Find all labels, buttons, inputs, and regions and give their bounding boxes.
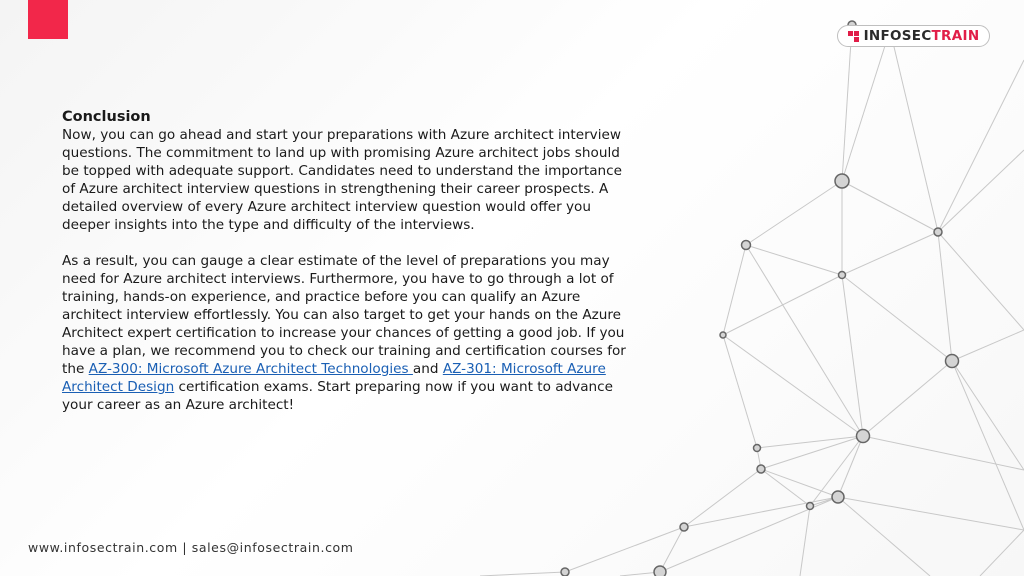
paragraph-1: Now, you can go ahead and start your preparations with Azure architect interview questions. The commitment to land up with promising Azure architect jobs should be topped with adequate support. Candidates need to understand the importance of Azure architect interview questions in strengthening their career prospects. A detailed overview of every Azure architect interview question would offer you deeper insights into the type and difficulty of the interviews. (62, 127, 623, 233)
logo-wordmark: INFOSECTRAIN (863, 28, 980, 44)
az-301-course-link[interactable]: AZ-301: Microsoft Azure Architect Design (62, 361, 606, 395)
paragraph-2-text-middle: and (412, 361, 443, 377)
az-300-course-link[interactable]: AZ-300: Microsoft Azure Architect Technologies (88, 361, 413, 377)
paragraph-2 (62, 252, 627, 414)
footer-contact: www.infosectrain.com | sales@infosectrain.com (28, 540, 354, 555)
paragraph-2-text-start: As a result, you can gauge a clear estimate of the level of preparations you may need for Azure architect interviews. Furthermore, you have to go through a lot of training, hands-on experience, and practice before you can qualify an Azure architect interview effortlessly. You can also target to get your hands on the Azure Architect expert certification to increase your chances of getting a good job. If you have a plan, we recommend you to check our training and certification courses for the (62, 253, 626, 377)
infosectrain-logo[interactable] (837, 25, 990, 47)
section-heading: Conclusion (62, 109, 151, 125)
paragraph-2-text-end: certification exams. Start preparing now if you want to advance your career as an Azure architect! (62, 379, 613, 413)
logo-mark-icon (848, 31, 859, 42)
conclusion-section (62, 108, 627, 414)
